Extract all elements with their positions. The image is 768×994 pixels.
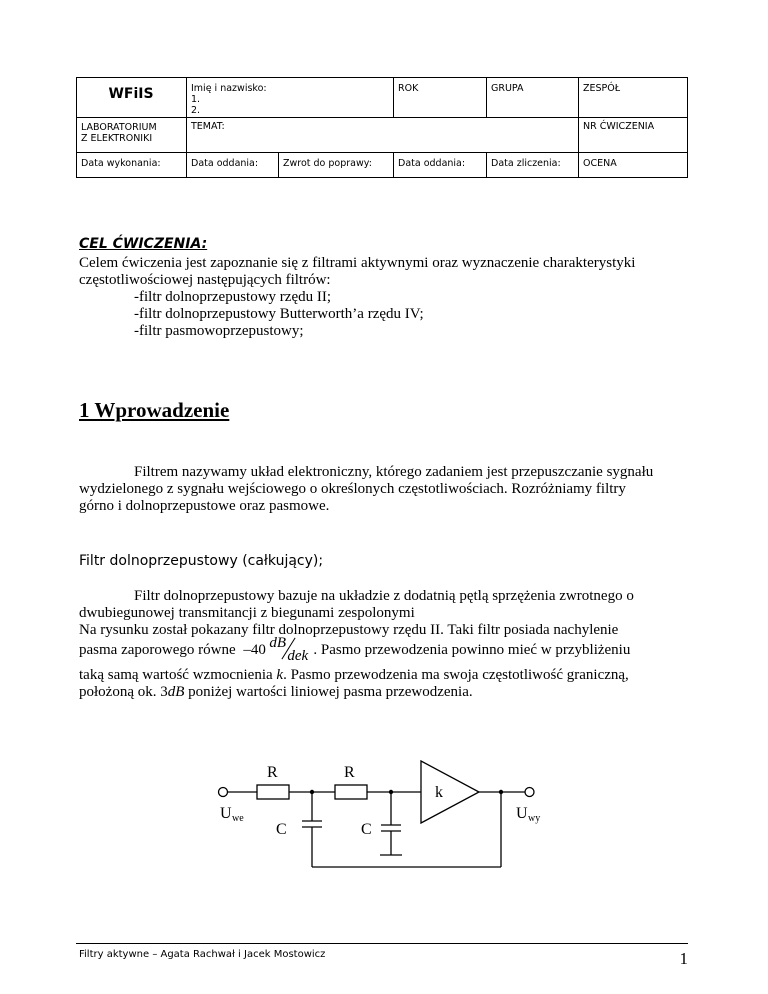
institute-name: WFiIS [108, 86, 154, 102]
label-input-sub: we [232, 813, 244, 824]
slope-value: –40 [243, 642, 266, 658]
aim-line1: Celem ćwiczenia jest zapoznanie się z filtrami aktywnymi oraz wyznaczenie charakterystyki [79, 255, 636, 271]
label-r1: R [267, 764, 278, 781]
date-submitted2-label: Data oddania: [398, 158, 466, 169]
name-1: 1. [191, 94, 201, 105]
topic-label: TEMAT: [191, 121, 225, 132]
db-unit: dB [167, 684, 185, 700]
output-terminal [525, 788, 534, 797]
slope-denominator: dek [287, 648, 309, 664]
intro-line2: wydzielonego z sygnału wejściowego o określonych częstotliwościach. Rozróżniamy filtry [79, 481, 626, 497]
intro-heading: 1 Wprowadzenie [79, 398, 230, 422]
date-done-label: Data wykonania: [81, 158, 161, 169]
lowpass-line6-pre: położoną ok. [79, 684, 157, 700]
page-number: 1 [679, 949, 688, 968]
lowpass-line6 [79, 684, 473, 701]
name-label: Imię i nazwisko: [191, 83, 267, 94]
aim-item-2: -filtr dolnoprzepustowy Butterworth’a rzędu IV; [134, 306, 424, 322]
gain-symbol: k [276, 667, 284, 683]
returned-label: Zwrot do poprawy: [283, 158, 372, 169]
label-output-u: U [516, 805, 528, 822]
name-2: 2. [191, 105, 201, 116]
lowpass-line5-post: . Pasmo przewodzenia ma swoja częstotliwość graniczną, [283, 667, 629, 683]
lowpass-line2: dwubiegunowej transmitancji z biegunami zespolonymi [79, 605, 415, 621]
node-dot-1 [310, 790, 314, 794]
lowpass-line5-pre: taką samą wartość wzmocnienia [79, 667, 273, 683]
circuit-diagram [214, 755, 544, 883]
amplifier-triangle [421, 761, 479, 823]
team-label: ZESPÓŁ [583, 83, 621, 94]
resistor-r2 [335, 785, 367, 799]
lowpass-line4-post: . Pasmo przewodzenia powinno mieć w przybliżeniu [313, 642, 631, 658]
resistor-r1 [257, 785, 289, 799]
aim-item-3: -filtr pasmowoprzepustowy; [134, 323, 304, 339]
date-submitted-label: Data oddania: [191, 158, 259, 169]
aim-line2: częstotliwościowej następujących filtrów: [79, 272, 331, 288]
node-dot-3 [499, 790, 503, 794]
db-value: 3 [160, 684, 168, 700]
aim-item-1: -filtr dolnoprzepustowy rzędu II; [134, 289, 332, 305]
slope-formula [239, 635, 313, 664]
lowpass-line4 [79, 635, 631, 664]
group-label: GRUPA [491, 83, 524, 94]
node-dot-2 [389, 790, 393, 794]
exercise-number-label: NR ĆWICZENIA [583, 121, 655, 132]
lowpass-line4-pre: pasma zaporowego równe [79, 642, 236, 658]
lowpass-subheading: Filtr dolnoprzepustowy (całkujący); [79, 553, 324, 569]
date-credited-label: Data zliczenia: [491, 158, 561, 169]
lab-name-line2: Z ELEKTRONIKI [81, 133, 153, 144]
grade-label: OCENA [583, 158, 617, 169]
slope-numerator: dB [269, 635, 287, 651]
input-terminal [219, 788, 228, 797]
lowpass-line6-post: poniżej wartości liniowej pasma przewodzenia. [188, 684, 473, 700]
year-label: ROK [398, 83, 419, 94]
aim-heading: CEL ĆWICZENIA: [79, 236, 208, 252]
label-amplifier-k: k [435, 784, 443, 801]
label-output-sub: wy [528, 813, 541, 824]
footer-text: Filtry aktywne – Agata Rachwał i Jacek Mostowicz [79, 949, 326, 960]
label-r2: R [344, 764, 355, 781]
lab-name-line1: LABORATORIUM [81, 122, 157, 133]
intro-line3: górno i dolnoprzepustowe oraz pasmowe. [79, 498, 330, 514]
label-input-u: U [220, 805, 232, 822]
lowpass-line3: Na rysunku został pokazany filtr dolnoprzepustowy rzędu II. Taki filtr posiada nachylenie [79, 622, 619, 638]
intro-line1: Filtrem nazywamy układ elektroniczny, którego zadaniem jest przepuszczanie sygnału [134, 464, 654, 480]
lowpass-line5 [79, 667, 629, 684]
lowpass-line1: Filtr dolnoprzepustowy bazuje na układzie z dodatnią pętlą sprzężenia zwrotnego o [134, 588, 634, 604]
label-c2: C [361, 821, 372, 838]
label-c1: C [276, 821, 287, 838]
